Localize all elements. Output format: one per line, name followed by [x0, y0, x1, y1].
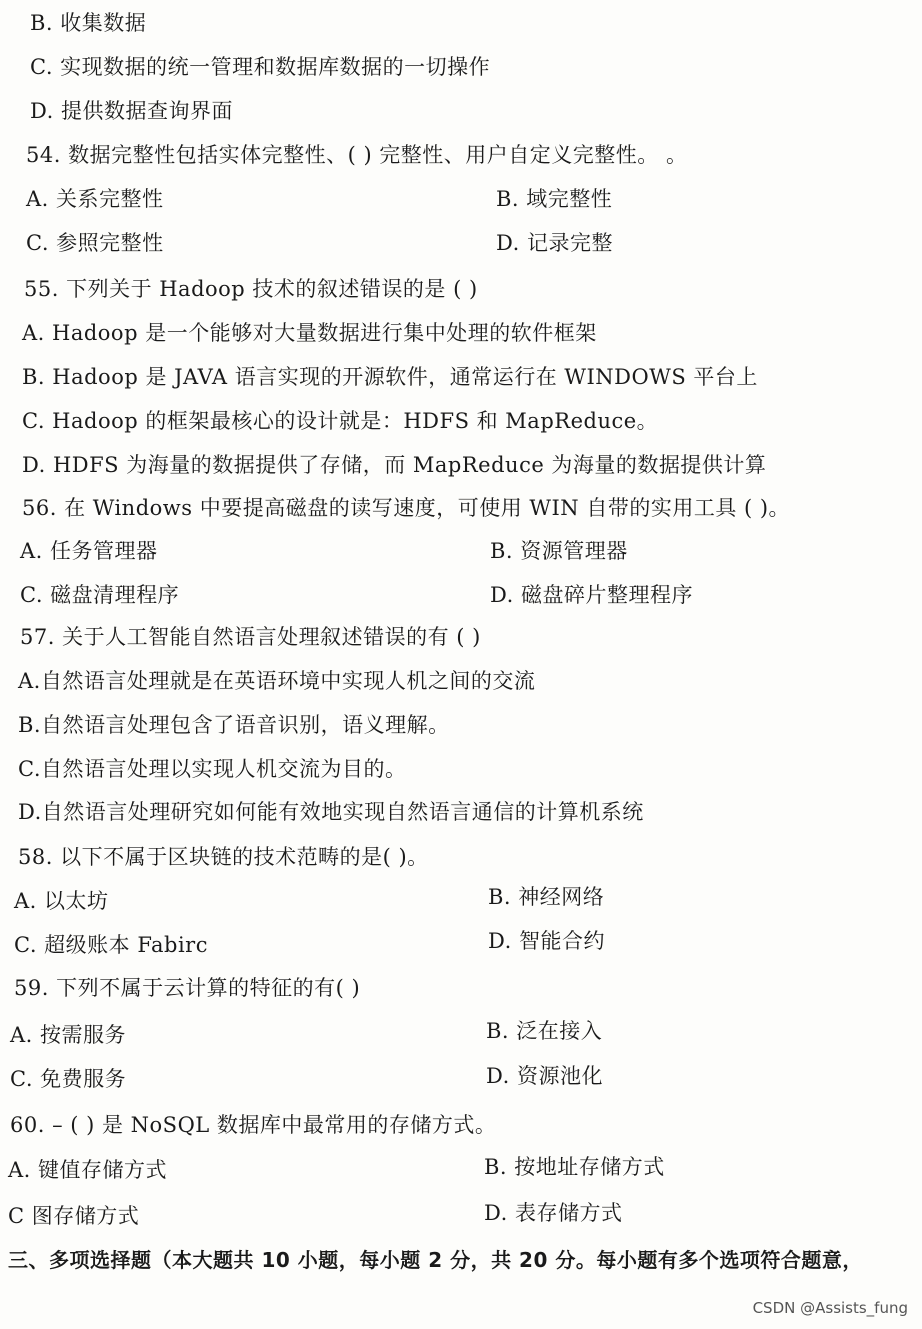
q55-stem: 55. 下列关于 Hadoop 技术的叙述错误的是 ( ): [24, 277, 478, 301]
q55-option-c: C. Hadoop 的框架最核心的设计就是：HDFS 和 MapReduce。: [22, 409, 659, 433]
q58-option-a: A. 以太坊: [14, 889, 109, 913]
q53-option-d: D. 提供数据查询界面: [30, 99, 233, 123]
q54-option-c: C. 参照完整性: [26, 231, 164, 255]
q58-option-b: B. 神经网络: [488, 885, 605, 909]
q57-stem: 57. 关于人工智能自然语言处理叙述错误的有 ( ): [20, 625, 481, 649]
q59-option-c: C. 免费服务: [10, 1067, 127, 1091]
q59-stem: 59. 下列不属于云计算的特征的有( ): [14, 976, 361, 1000]
q60-option-a: A. 键值存储方式: [8, 1158, 168, 1182]
q54-option-d: D. 记录完整: [496, 231, 613, 255]
q56-option-b: B. 资源管理器: [490, 539, 628, 563]
q57-option-d: D.自然语言处理研究如何能有效地实现自然语言通信的计算机系统: [18, 800, 644, 824]
q56-stem: 56. 在 Windows 中要提高磁盘的读写速度，可使用 WIN 自带的实用工具 ( )。: [22, 496, 791, 520]
q55-option-b: B. Hadoop 是 JAVA 语言实现的开源软件，通常运行在 WINDOWS 平台上: [22, 365, 758, 389]
q56-option-a: A. 任务管理器: [20, 539, 158, 563]
q60-option-d: D. 表存储方式: [484, 1201, 623, 1225]
q57-option-a: A.自然语言处理就是在英语环境中实现人机之间的交流: [18, 669, 536, 693]
q55-option-d: D. HDFS 为海量的数据提供了存储，而 MapReduce 为海量的数据提供计算: [22, 453, 767, 477]
q60-option-b: B. 按地址存储方式: [484, 1155, 665, 1179]
q56-option-c: C. 磁盘清理程序: [20, 583, 180, 607]
q57-option-b: B.自然语言处理包含了语音识别，语义理解。: [18, 713, 450, 737]
csdn-watermark: CSDN @Assists_fung: [752, 1299, 908, 1317]
q60-stem: 60. – ( ) 是 NoSQL 数据库中最常用的存储方式。: [10, 1113, 497, 1137]
q54-option-b: B. 域完整性: [496, 187, 613, 211]
section-three-heading: 三、多项选择题（本大题共 10 小题，每小题 2 分，共 20 分。每小题有多个选项符合题意，: [8, 1248, 863, 1272]
q59-option-d: D. 资源池化: [486, 1064, 603, 1088]
q54-option-a: A. 关系完整性: [26, 187, 164, 211]
q54-stem: 54. 数据完整性包括实体完整性、( ) 完整性、用户自定义完整性。 。: [26, 143, 688, 167]
q57-option-c: C.自然语言处理以实现人机交流为目的。: [18, 757, 407, 781]
q53-option-c: C. 实现数据的统一管理和数据库数据的一切操作: [30, 55, 491, 79]
q59-option-b: B. 泛在接入: [486, 1019, 603, 1043]
q59-option-a: A. 按需服务: [10, 1023, 127, 1047]
q58-stem: 58. 以下不属于区块链的技术范畴的是( )。: [18, 845, 429, 869]
q58-option-c: C. 超级账本 Fabirc: [14, 933, 208, 957]
q60-option-c: C 图存储方式: [8, 1204, 140, 1228]
q56-option-d: D. 磁盘碎片整理程序: [490, 583, 693, 607]
q58-option-d: D. 智能合约: [488, 929, 605, 953]
q53-option-b: B. 收集数据: [30, 11, 147, 35]
q55-option-a: A. Hadoop 是一个能够对大量数据进行集中处理的软件框架: [22, 321, 597, 345]
